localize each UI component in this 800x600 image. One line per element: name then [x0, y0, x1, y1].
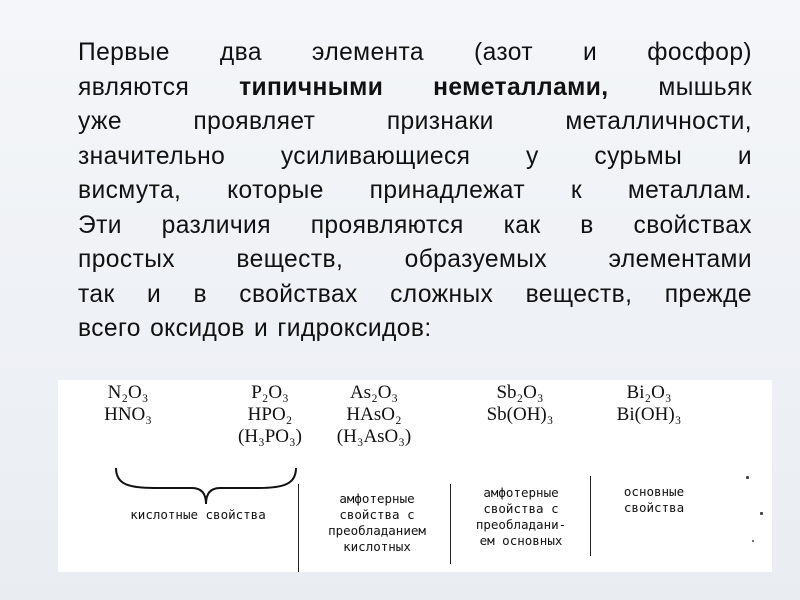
arsenic-column — [314, 382, 434, 448]
column-divider — [590, 476, 591, 556]
paragraph-line-2-start: являются — [78, 73, 240, 101]
amphoteric-acidic-line-2: свойства с — [339, 507, 415, 522]
paragraph-line-5: висмута, которые принадлежат к металлам. — [78, 177, 752, 204]
column-divider — [450, 484, 451, 564]
scan-speck — [760, 512, 763, 515]
paragraph-line-2 — [78, 71, 752, 106]
amphoteric-basic-label — [456, 485, 586, 549]
arsenic-oxide-formula: As₂O₃ — [349, 382, 399, 403]
amphoteric-acidic-line-4: кислотных — [343, 539, 411, 554]
paragraph-line-2-end: мышьяк — [608, 73, 752, 101]
phosphorus-column — [210, 382, 330, 448]
paragraph-line-6: Эти различия проявляются как в свойствах — [78, 211, 752, 239]
bismuth-oxide-formula: Bi₂O₃ — [626, 382, 672, 403]
amphoteric-acidic-line-1: амфотерные — [339, 491, 415, 506]
paragraph-line-4: значительно усиливающиеся у сурьмы и — [78, 142, 752, 170]
paragraph-line-9: всего оксидов и гидроксидов: — [78, 315, 432, 342]
oxides-hydroxides-figure — [58, 380, 772, 572]
main-paragraph — [78, 36, 752, 347]
nitrogen-oxide-formula: N₂O₃ — [107, 382, 149, 403]
basic-line-2: свойства — [623, 500, 685, 515]
amphoteric-acidic-line-3: преобладанием — [328, 523, 426, 538]
acidic-properties-label: кислотные свойства — [130, 507, 266, 522]
scan-speck — [752, 540, 754, 542]
basic-line-1: основные — [623, 484, 685, 499]
column-divider — [298, 484, 299, 572]
antimony-oxide-formula: Sb₂O₃ — [496, 382, 544, 403]
typical-nonmetals-emphasis: типичными неметаллами, — [239, 73, 609, 101]
phosphorus-oxide-formula: P₂O₃ — [251, 382, 289, 403]
bismuth-hydroxide-formula: Bi(OH)₃ — [616, 404, 682, 425]
amphoteric-basic-line-1: амфотерные — [483, 485, 559, 500]
amphoteric-acidic-label — [312, 491, 442, 555]
basic-properties-label — [606, 484, 702, 516]
amphoteric-basic-line-4: ем основных — [479, 533, 563, 548]
scan-speck — [746, 476, 749, 479]
amphoteric-basic-line-2: свойства с — [483, 501, 559, 516]
nitrogen-column — [78, 382, 178, 426]
paragraph-line-3: уже проявляет признаки металличности, — [78, 108, 752, 135]
antimony-hydroxide-formula: Sb(OH)₃ — [486, 404, 554, 425]
paragraph-line-1: Первые два элемента (азот и фосфор) — [78, 39, 752, 66]
paragraph-line-8: так и в свойствах сложных веществ, прежде — [78, 280, 752, 308]
phosphorous-acid-formula: (H₃PO₃) — [238, 426, 302, 447]
arsenic-acid-formula: HAsO₂ — [346, 404, 402, 425]
amphoteric-basic-line-3: преобладани- — [475, 517, 567, 532]
arsenous-acid-formula: (H₃AsO₃) — [336, 426, 412, 447]
curly-brace-icon — [114, 466, 298, 506]
paragraph-line-7: простых веществ, образуемых элементами — [78, 246, 752, 273]
phosphorus-acid-formula: HPO₂ — [247, 404, 293, 425]
antimony-column — [460, 382, 580, 426]
bismuth-column — [594, 382, 704, 426]
nitrogen-acid-formula: HNO₃ — [104, 404, 152, 425]
